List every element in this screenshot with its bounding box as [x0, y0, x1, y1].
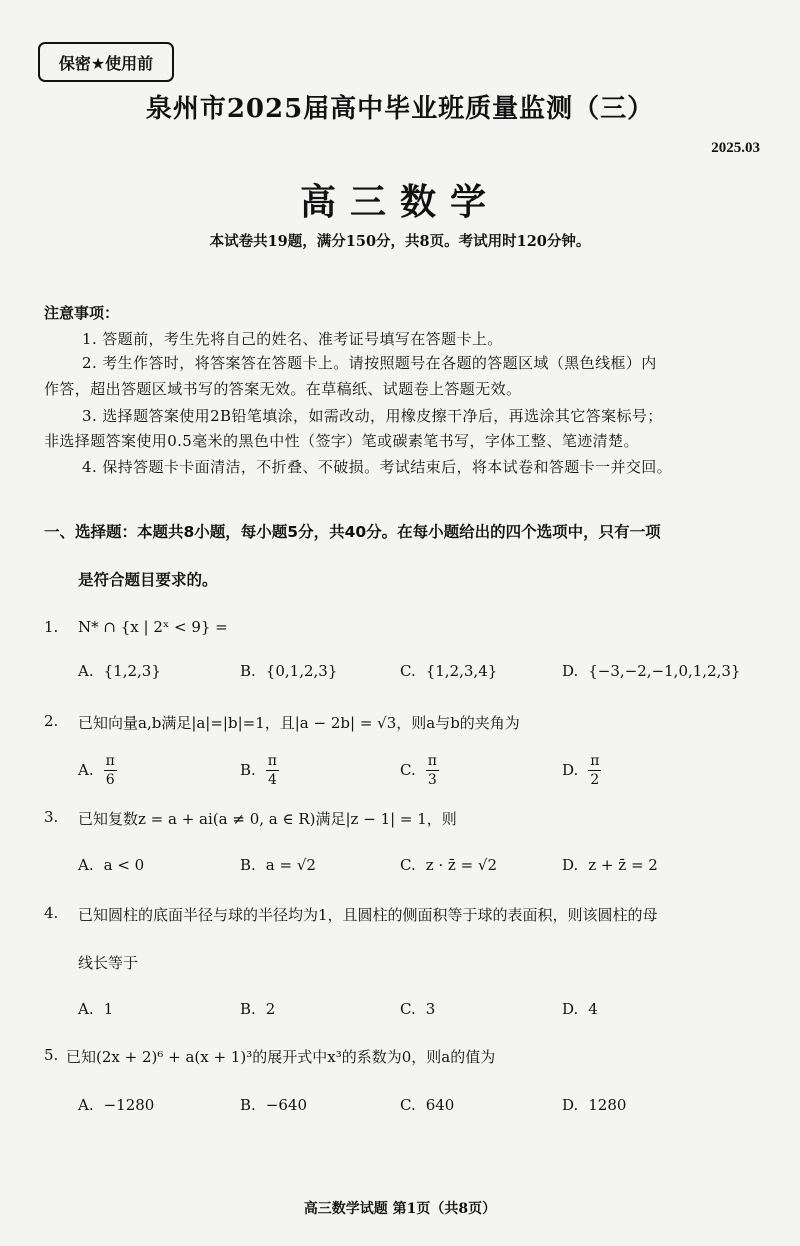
option-text: 640 — [425, 1096, 455, 1114]
fraction-denominator: 4 — [267, 772, 277, 788]
option-text: 3 — [425, 1000, 436, 1018]
fraction — [426, 752, 439, 789]
option-label: C. — [400, 1096, 416, 1114]
fraction-numerator: π — [427, 753, 437, 769]
question-number: 5. — [44, 1046, 59, 1064]
option-label: A. — [78, 662, 94, 680]
fraction-numerator: π — [105, 753, 115, 769]
option-text: {1,2,3} — [103, 662, 161, 680]
option-b — [240, 662, 337, 680]
exam-info: 本试卷共19题，满分150分，共8页。考试用时120分钟。 — [209, 233, 591, 250]
notice-line: 2. 考生作答时，将答案答在答题卡上。请按照题号在各题的答题区域（黑色线框）内 — [82, 354, 657, 372]
section-heading: 一、选择题：本题共8小题，每小题5分，共40分。在每小题给出的四个选项中，只有一项 — [44, 523, 661, 541]
option-label: D. — [562, 662, 579, 680]
option-b — [240, 1096, 307, 1114]
question-text-cont: 线长等于 — [78, 954, 139, 972]
option-d — [562, 752, 601, 789]
page-footer: 高三数学试题 第1页（共8页） — [303, 1201, 497, 1217]
option-text: {1,2,3,4} — [425, 662, 498, 680]
option-text: {−3,−2,−1,0,1,2,3} — [588, 662, 741, 680]
option-c — [400, 856, 497, 874]
subject-title: 高三数学 — [299, 181, 500, 223]
option-b — [240, 1000, 275, 1018]
option-label: D. — [562, 1000, 579, 1018]
fraction — [266, 752, 279, 789]
option-d — [562, 662, 740, 680]
option-c — [400, 1096, 454, 1114]
option-a — [78, 1096, 154, 1114]
question-text: 已知复数z = a + ai(a ≠ 0, a ∈ R)满足|z − 1| = 1，则 — [78, 810, 457, 828]
fraction-denominator: 2 — [590, 772, 600, 788]
option-label: A. — [78, 1096, 94, 1114]
option-d — [562, 1096, 626, 1114]
option-label: C. — [400, 1000, 416, 1018]
notice-line: 作答，超出答题区域书写的答案无效。在草稿纸、试题卷上答题无效。 — [44, 380, 522, 398]
notice-line: 非选择题答案使用0.5毫米的黑色中性（签字）笔或碳素笔书写，字体工整、笔迹清楚。 — [44, 432, 639, 450]
option-text: {0,1,2,3} — [265, 662, 338, 680]
question-text: N* ∩ {x | 2ˣ < 9} = — [78, 618, 228, 636]
option-label: A. — [78, 856, 94, 874]
exam-title: 泉州市2025届高中毕业班质量监测（三） — [145, 94, 655, 124]
option-text: −640 — [265, 1096, 307, 1114]
option-c — [400, 1000, 435, 1018]
option-c — [400, 752, 439, 789]
option-label: A. — [78, 760, 94, 779]
notice-line: 3. 选择题答案使用2B铅笔填涂，如需改动，用橡皮擦干净后，再选涂其它答案标号； — [82, 407, 663, 425]
question-text: 已知向量a,b满足|a|=|b|=1，且|a − 2b| = √3，则a与b的夹角为 — [78, 714, 520, 732]
option-a — [78, 856, 144, 874]
option-d — [562, 1000, 598, 1018]
fraction-numerator: π — [590, 753, 600, 769]
option-label: C. — [400, 662, 416, 680]
notice-title: 注意事项： — [44, 304, 120, 322]
option-label: D. — [562, 856, 579, 874]
option-label: B. — [240, 1096, 256, 1114]
option-a — [78, 662, 161, 680]
option-label: C. — [400, 856, 416, 874]
option-text: 1 — [103, 1000, 114, 1018]
option-text: 1280 — [588, 1096, 627, 1114]
option-label: D. — [562, 1096, 579, 1114]
option-b — [240, 856, 316, 874]
question-text: 已知圆柱的底面半径与球的半径均为1，且圆柱的侧面积等于球的表面积，则该圆柱的母 — [78, 906, 658, 924]
option-text: z + z̄ = 2 — [588, 856, 658, 874]
fraction — [104, 752, 117, 789]
question-number: 3. — [44, 808, 59, 826]
fraction-numerator: π — [267, 753, 277, 769]
option-text: 4 — [588, 1000, 598, 1018]
option-text: a < 0 — [103, 856, 145, 874]
option-a — [78, 752, 117, 789]
question-number: 2. — [44, 712, 59, 730]
option-b — [240, 752, 279, 789]
option-label: A. — [78, 1000, 94, 1018]
option-a — [78, 1000, 113, 1018]
section-heading-cont: 是符合题目要求的。 — [78, 571, 218, 589]
option-label: B. — [240, 856, 256, 874]
fraction — [588, 752, 601, 789]
option-label: B. — [240, 760, 256, 779]
option-c — [400, 662, 497, 680]
notice-line: 1. 答题前，考生先将自己的姓名、准考证号填写在答题卡上。 — [82, 330, 503, 348]
option-label: B. — [240, 662, 256, 680]
fraction-denominator: 3 — [427, 772, 437, 788]
option-d — [562, 856, 658, 874]
option-label: C. — [400, 760, 416, 779]
option-text: a = √2 — [265, 856, 316, 874]
option-label: B. — [240, 1000, 256, 1018]
notice-line: 4. 保持答题卡卡面清洁，不折叠、不破损。考试结束后，将本试卷和答题卡一并交回。 — [82, 458, 673, 476]
option-text: 2 — [265, 1000, 276, 1018]
question-number: 4. — [44, 904, 59, 922]
question-number: 1. — [44, 618, 59, 636]
exam-date: 2025.03 — [711, 140, 760, 156]
option-label: D. — [562, 760, 579, 779]
option-text: −1280 — [103, 1096, 155, 1114]
question-text: 已知(2x + 2)⁶ + a(x + 1)³的展开式中x³的系数为0，则a的值为 — [66, 1048, 496, 1066]
confidential-badge: 保密★使用前 — [38, 42, 174, 82]
fraction-denominator: 6 — [105, 772, 115, 788]
option-text: z · z̄ = √2 — [425, 856, 498, 874]
